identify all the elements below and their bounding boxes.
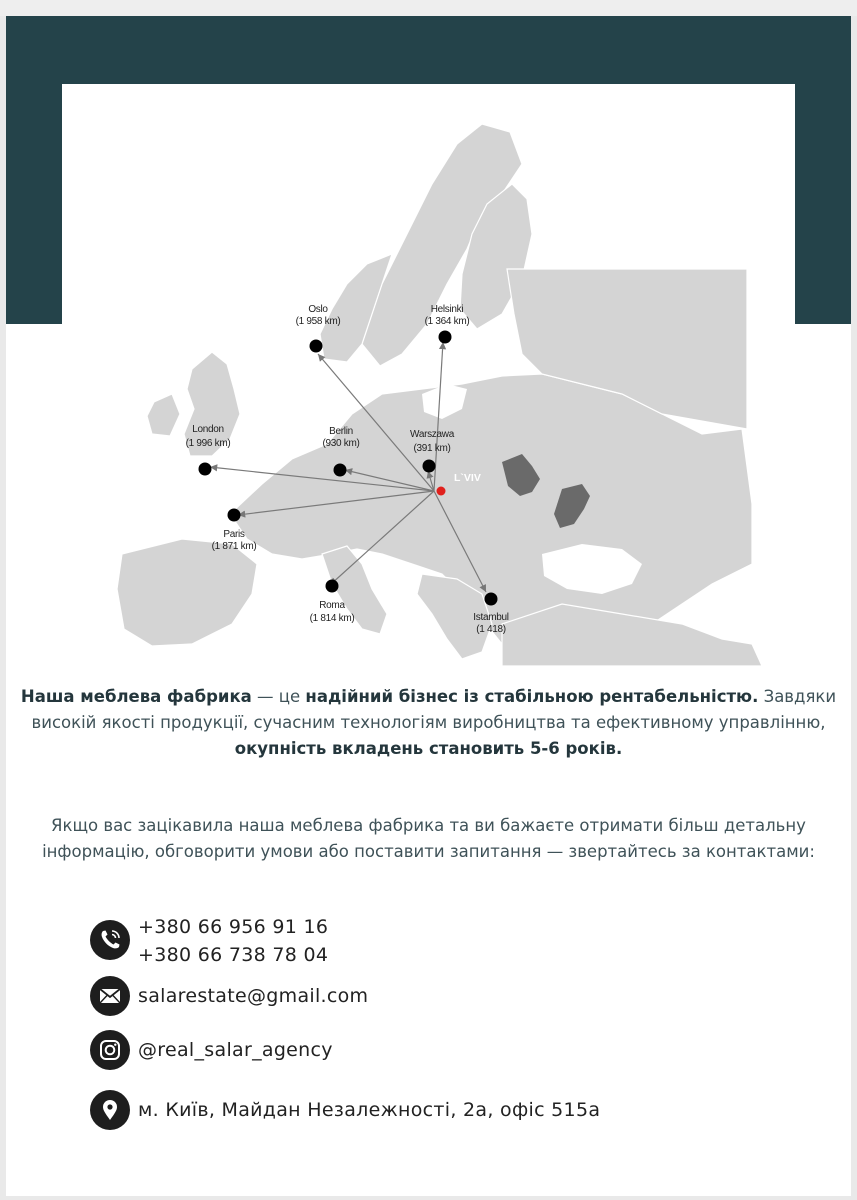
city-distance-paris: (1 871 km): [211, 541, 257, 552]
intro-paragraph: [6, 684, 851, 762]
city-distance-helsinki: (1 364 km): [424, 316, 470, 327]
origin-label: L`VIV: [454, 472, 481, 484]
top-strip: [0, 0, 857, 16]
city-dot-berlin: [334, 464, 347, 477]
city-name-london: London: [192, 424, 224, 435]
phone-icon: [90, 920, 130, 960]
invite-paragraph: Якщо вас зацікавила наша меблева фабрика та ви бажаєте отримати більш детальну інформацію, обговорити умови або поставити запитання — звертайтесь за контактами:: [42, 816, 815, 861]
city-name-roma: Roma: [319, 600, 345, 611]
city-name-istambul: Istambul: [473, 612, 509, 623]
city-distance-berlin: (930 km): [322, 438, 360, 449]
city-name-paris: Paris: [223, 529, 245, 540]
city-name-berlin: Berlin: [329, 426, 353, 437]
intro-text-1: — це: [251, 687, 306, 706]
phone-numbers: [138, 913, 328, 969]
instagram-handle[interactable]: @real_salar_agency: [138, 1039, 333, 1061]
europe-distance-map: [62, 84, 795, 666]
intro-bold-3: окупність вкладень становить 5-6 років.: [234, 739, 623, 758]
brochure-page: [6, 16, 851, 1196]
email-address[interactable]: salarestate@gmail.com: [138, 985, 369, 1007]
mail-icon: [90, 976, 130, 1016]
map-card: [62, 84, 795, 666]
city-dot-istambul: [485, 593, 498, 606]
phone-number-1[interactable]: +380 66 956 91 16: [138, 916, 329, 938]
address-text: м. Київ, Майдан Незалежності, 2а, офіс 515а: [138, 1099, 601, 1121]
location-pin-icon: [90, 1090, 130, 1130]
origin-dot-lviv: [437, 487, 446, 496]
city-distance-warszawa: (391 km): [413, 443, 451, 454]
instagram-icon: [90, 1030, 130, 1070]
city-name-helsinki: Helsinki: [430, 304, 464, 315]
city-dot-helsinki: [439, 331, 452, 344]
city-dot-london: [199, 463, 212, 476]
city-distance-roma: (1 814 km): [309, 613, 355, 624]
city-distance-oslo: (1 958 km): [295, 316, 341, 327]
phone-number-2[interactable]: +380 66 738 78 04: [138, 944, 329, 966]
city-dot-warszawa: [423, 460, 436, 473]
city-name-warszawa: Warszawa: [410, 429, 454, 440]
city-dot-roma: [326, 580, 339, 593]
city-dot-oslo: [310, 340, 323, 353]
intro-text-2: Завдяки високій якості продукції, сучасним технологіям виробництва та ефективному управлінню,: [31, 687, 837, 732]
intro-bold-2: надійний бізнес із стабільною рентабельністю.: [305, 687, 759, 706]
intro-bold-1: Наша меблева фабрика: [20, 687, 252, 706]
city-dot-paris: [228, 509, 241, 522]
city-distance-london: (1 996 km): [185, 438, 231, 449]
city-distance-istambul: (1 418): [476, 624, 506, 635]
city-name-oslo: Oslo: [308, 304, 328, 315]
